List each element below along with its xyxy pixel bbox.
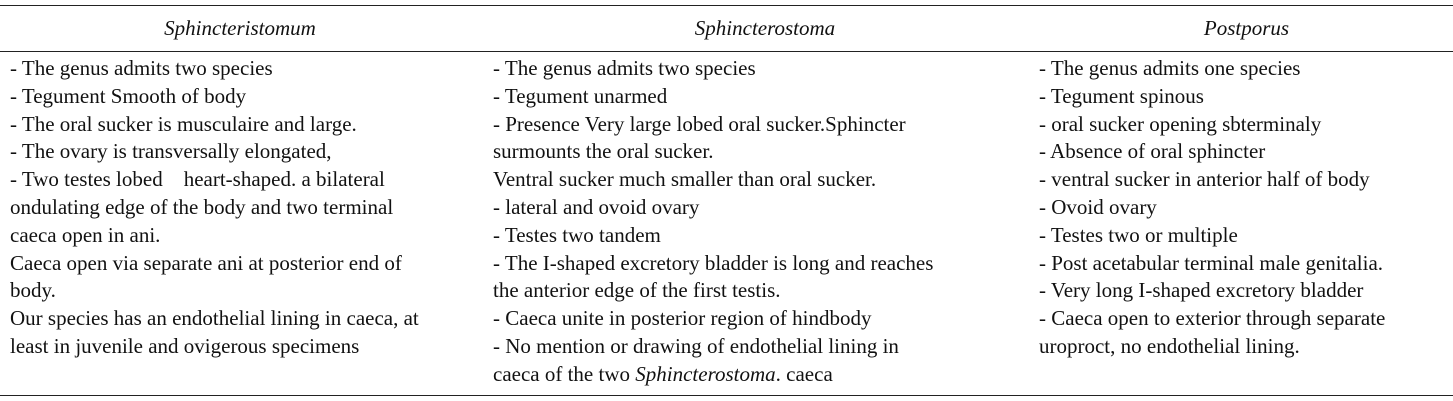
table-cell-line: - Testes two or multiple — [1039, 222, 1238, 247]
table-cell-line: - Caeca open to exterior through separate — [1039, 306, 1386, 331]
header-postporus: Postporus — [1203, 16, 1290, 40]
table-cell-line: Caeca open via separate ani at posterior end of — [10, 250, 402, 275]
table-header-rule — [0, 51, 1453, 52]
table-cell-line-last — [493, 361, 1023, 389]
table-cell-line: - lateral and ovoid ovary — [493, 194, 700, 219]
table-cell-line: least in juvenile and ovigerous specimens — [10, 333, 360, 358]
table-cell-line: body. — [10, 278, 56, 303]
table-cell-line: - Caeca unite in posterior region of hindbody — [493, 306, 872, 331]
column-postporus — [1039, 55, 1449, 361]
table-cell-line: surmounts the oral sucker. — [493, 139, 714, 164]
table-cell-line: - The genus admits two species — [10, 56, 273, 80]
column-sphincteristomum — [10, 55, 480, 361]
table-cell-line: - Tegument spinous — [1039, 83, 1204, 108]
table-cell-line: caeca open in ani. — [10, 222, 161, 247]
table-cell-line: - Absence of oral sphincter — [1039, 139, 1266, 164]
table-cell-line: - ventral sucker in anterior half of body — [1039, 167, 1370, 192]
column-sphincterostoma — [493, 55, 1023, 389]
table-cell-line: - oral sucker opening sbterminaly — [1039, 111, 1322, 136]
table-bottom-rule — [0, 395, 1453, 396]
table-cell-line: - The ovary is transversally elongated, — [10, 139, 332, 164]
table-cell-line: - The I-shaped excretory bladder is long and reaches — [493, 250, 934, 275]
table-cell-line: ondulating edge of the body and two terminal — [10, 194, 394, 219]
table-cell-line: - Testes two tandem — [493, 222, 661, 247]
table-cell-line: - Presence Very large lobed oral sucker.Sphincter — [493, 111, 906, 136]
genus-italic: Sphincterostoma — [635, 361, 776, 386]
line-suffix: . caeca — [775, 361, 833, 386]
table-cell-line: - No mention or drawing of endothelial lining in — [493, 333, 899, 358]
line-prefix: caeca of the two — [493, 361, 636, 386]
table-cell-line: Our species has an endothelial lining in caeca, at — [10, 306, 419, 331]
table-cell-line: uroproct, no endothelial lining. — [1039, 333, 1300, 358]
table-cell-line: - Tegument unarmed — [493, 83, 668, 108]
table-cell-line: the anterior edge of the first testis. — [493, 278, 781, 303]
table-cell-line: - Two testes lobed heart-shaped. a bilateral — [10, 167, 385, 192]
table-cell-line: - The genus admits one species — [1039, 56, 1301, 80]
header-sphincterostoma: Sphincterostoma — [694, 16, 836, 40]
table-cell-line: - Very long I-shaped excretory bladder — [1039, 278, 1364, 303]
header-sphincteristomum: Sphincteristomum — [164, 16, 316, 40]
table-cell-line: - Tegument Smooth of body — [10, 83, 247, 108]
table-top-rule — [0, 5, 1453, 6]
table-cell-line: Ventral sucker much smaller than oral sucker. — [493, 167, 877, 192]
table-cell-line: - Ovoid ovary — [1039, 194, 1157, 219]
table-cell-line: - The genus admits two species — [493, 56, 756, 80]
table-cell-line: - The oral sucker is musculaire and large. — [10, 111, 357, 136]
table-cell-line: - Post acetabular terminal male genitalia. — [1039, 250, 1384, 275]
